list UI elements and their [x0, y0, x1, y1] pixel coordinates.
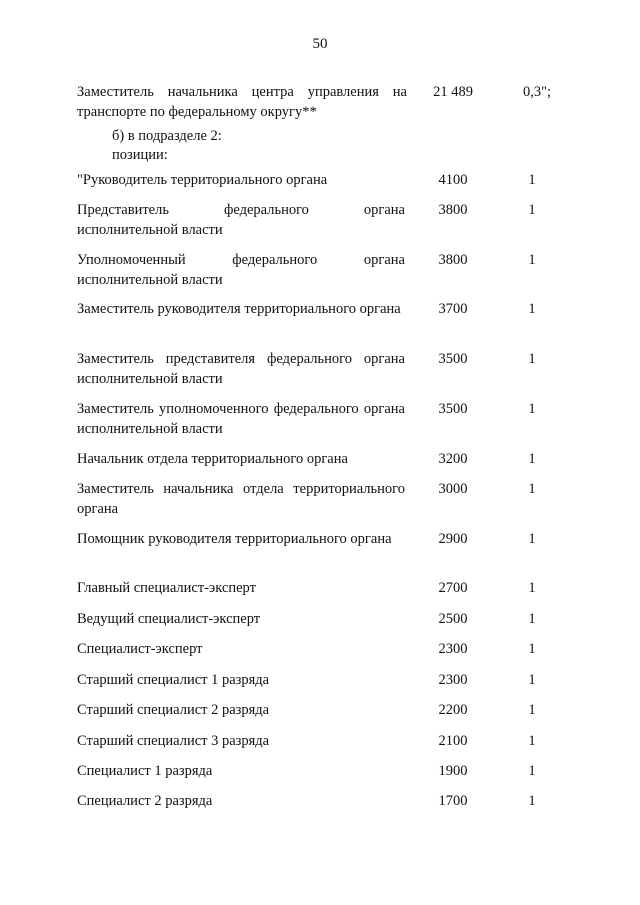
- position-value-1: 1900: [438, 763, 468, 779]
- position-name: Старший специалист 3 разряда: [77, 733, 270, 749]
- position-name: "Руководитель территориального органа: [77, 172, 328, 188]
- position-value-2: 1: [528, 733, 536, 749]
- position-name: Заместитель начальника отдела территориального органа: [77, 481, 405, 517]
- position-name: Специалист 1 разряда: [77, 763, 213, 779]
- position-value-1: 3500: [438, 351, 468, 367]
- position-value-1: 4100: [438, 172, 468, 188]
- position-value-1: 3000: [438, 481, 468, 497]
- position-value-2: 1: [528, 401, 536, 417]
- section-subsection-line: б) в подразделе 2:: [112, 128, 222, 144]
- position-value-2: 1: [528, 172, 536, 188]
- position-value-2: 1: [528, 481, 536, 497]
- position-value-2: 1: [528, 531, 536, 547]
- position-value-1: 2300: [438, 672, 468, 688]
- position-name: Старший специалист 2 разряда: [77, 702, 270, 718]
- position-value-1: 3200: [438, 451, 468, 467]
- section-positions-line: позиции:: [112, 147, 168, 163]
- position-value-1: 3800: [438, 202, 468, 218]
- position-value-1: 3800: [438, 252, 468, 268]
- position-name: Заместитель представителя федерального органа исполнительной власти: [77, 351, 405, 387]
- position-value-2: 1: [528, 580, 536, 596]
- position-value-1: 2300: [438, 641, 468, 657]
- position-value-2: 1: [528, 702, 536, 718]
- position-value-2: 0,3";: [522, 84, 552, 100]
- position-name: Специалист 2 разряда: [77, 793, 213, 809]
- position-value-1: 2700: [438, 580, 468, 596]
- position-value-1: 21 489: [433, 84, 473, 100]
- section-heading: [112, 127, 222, 165]
- position-value-1: 3500: [438, 401, 468, 417]
- position-value-1: 2100: [438, 733, 468, 749]
- position-name: Заместитель уполномоченного федерального органа исполнительной власти: [77, 401, 405, 437]
- position-value-2: 1: [528, 672, 536, 688]
- position-name: Заместитель начальника центра управления на транспорте по федеральному округу**: [77, 84, 407, 120]
- position-value-1: 2200: [438, 702, 468, 718]
- position-value-2: 1: [528, 611, 536, 627]
- position-value-2: 1: [528, 763, 536, 779]
- position-name: Ведущий специалист-эксперт: [77, 611, 261, 627]
- position-value-1: 3700: [438, 301, 468, 317]
- position-value-1: 1700: [438, 793, 468, 809]
- position-name: Главный специалист-эксперт: [77, 580, 256, 596]
- position-value-2: 1: [528, 793, 536, 809]
- position-value-2: 1: [528, 351, 536, 367]
- position-value-1: 2500: [438, 611, 468, 627]
- position-value-1: 2900: [438, 531, 468, 547]
- position-name: Представитель федерального органа исполнительной власти: [77, 202, 405, 238]
- position-name: Специалист-эксперт: [77, 641, 203, 657]
- position-value-2: 1: [528, 451, 536, 467]
- position-value-2: 1: [528, 202, 536, 218]
- position-name: Начальник отдела территориального органа: [77, 451, 348, 467]
- position-value-2: 1: [528, 252, 536, 268]
- position-name: Заместитель руководителя территориального органа: [77, 301, 401, 317]
- position-name: Помощник руководителя территориального органа: [77, 531, 392, 547]
- position-name: Старший специалист 1 разряда: [77, 672, 270, 688]
- position-name: Уполномоченный федерального органа исполнительной власти: [77, 252, 405, 288]
- page-number: 50: [312, 36, 328, 52]
- position-value-2: 1: [528, 301, 536, 317]
- position-value-2: 1: [528, 641, 536, 657]
